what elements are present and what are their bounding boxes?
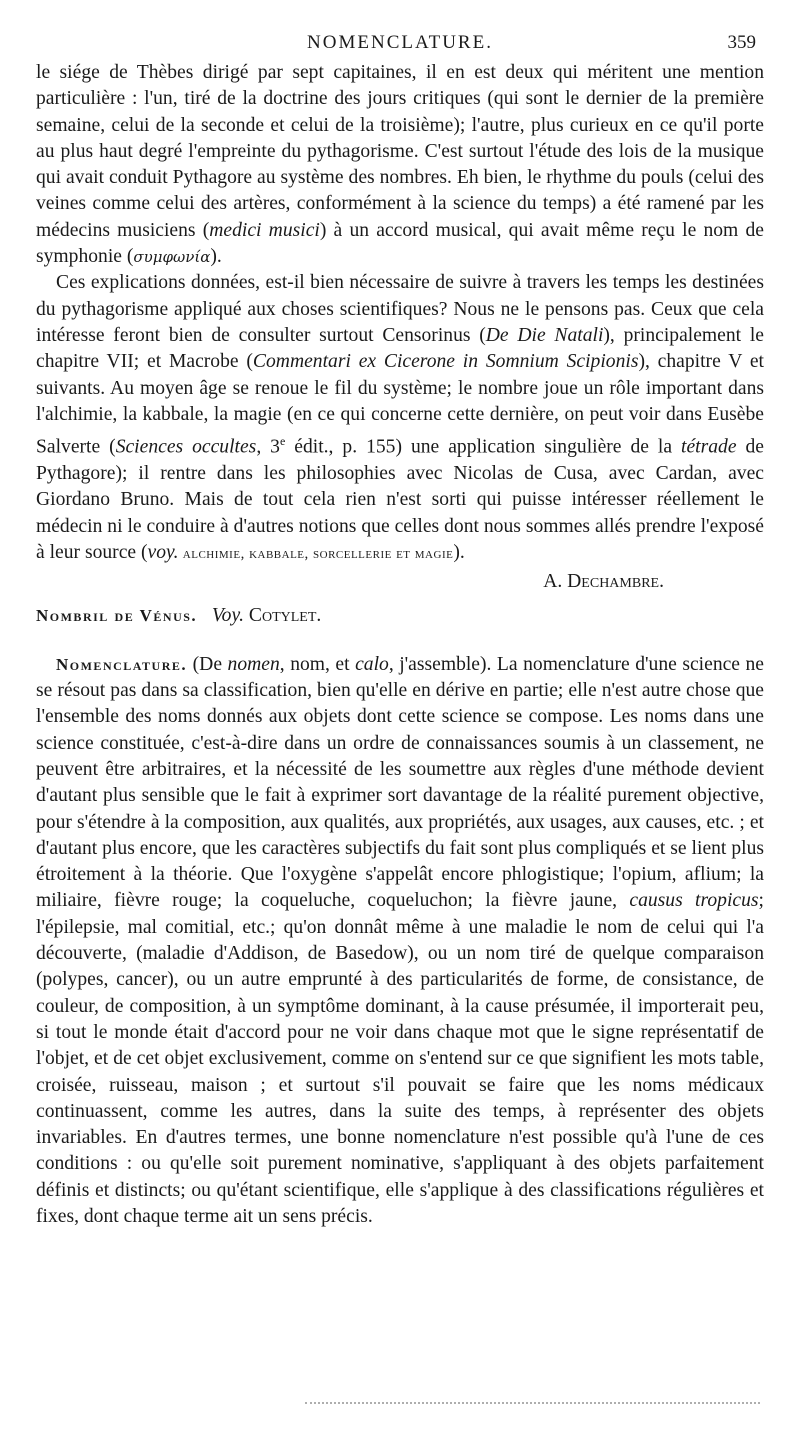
italic-term: calo xyxy=(355,653,389,675)
bleed-through-line xyxy=(305,1402,760,1406)
paragraph-explications xyxy=(36,270,764,567)
entry-nombril-de-venus xyxy=(36,603,764,629)
italic-title: Sciences occultes xyxy=(115,436,257,458)
text-run: , j'assemble). La nomenclature d'une science ne se résout pas dans sa classification, bien qu'elle en dérive en partie; elle n'est autre chose que l'ensemble des noms donnés aux objets dont cette science se compose. Les noms dans une science constituée, c'est-à-dire dans un ordre de connaissances soumis à un classement, ne peuvent être arbitraires, et la nécessité de les soumettre aux règles d'une méthode devient d'autant plus sensible que le fait à exprimer sort davantage de la réalité purement objective, pour s'étendre à la composition, aux qualités, aux propriétés, aux usages, aux causes, etc. ; et d'autant plus encore, que les caractères subjectifs du fait sont plus compliqués et se lient plus étroitement à la théorie. Que l'oxygène s'appelât encore phlogistique; l'opium, aflium; la miliaire, fièvre rouge; la coqueluche, coqueluchon; la fièvre jaune, xyxy=(36,653,764,912)
entry-nomenclature xyxy=(36,652,764,1231)
text-run: ), chapitre V et suivants. Au moyen âge se renoue le fil du système; le nombre joue un rôle important dans l'alchimie, la kabbale, la magie (en ce qui concerne cette dernière, on peut voir dans Eusèbe Salverte ( xyxy=(36,351,764,458)
italic-title: Commentari ex Cicerone in Somnium Scipionis xyxy=(252,351,639,373)
voy-abbrev: voy. xyxy=(147,541,179,563)
text-run: le siége de Thèbes dirigé par sept capitaines, il en est deux qui méritent une mention particulière : l'un, tiré de la doctrine des jours critiques (qui sont le dernier de la première semaine, celui de la seconde et celui de la troisième); l'autre, plus curieux en ce qu'il porte au plus haut degré l'empreinte du pythagorisme. C'est surtout l'étude des lois de la musique qui avait conduit Pythagore au système des nombres. Eh bien, le rhythme du pouls (celui des veines comme celui des artères, conformément à la science du temps) a été ramené par les médecins musiciens ( xyxy=(36,62,764,241)
text-run: ). xyxy=(453,541,465,563)
italic-term: medici musici xyxy=(209,219,320,241)
paragraph-pythagorism xyxy=(36,60,764,270)
text-run: édit., p. 155) une application singulière de la xyxy=(285,436,682,458)
cross-reference: Cotylet. xyxy=(248,605,322,627)
text-run: Ces explications données, est-il bien nécessaire de suivre à travers les temps les destinées du pythagorisme appliqué aux choses scientifiques? Nous ne le pensons pas. Ceux que cela intéresse feront bien de consulter surtout Censorinus ( xyxy=(36,272,764,346)
cross-references: alchimie, kabbale, sorcellerie et magie xyxy=(178,545,454,562)
author-signature: A. Dechambre. xyxy=(543,571,664,593)
italic-term: causus tropicus xyxy=(629,890,759,912)
text-run: , 3 xyxy=(256,436,280,458)
text-run: , nom, et xyxy=(279,653,356,675)
running-head xyxy=(36,32,764,56)
page-number: 359 xyxy=(727,32,756,53)
text-run: ). xyxy=(210,246,222,268)
body-text xyxy=(36,60,764,1230)
text-run: ), principalement le chapitre VII; et Macrobe ( xyxy=(36,324,764,373)
italic-term: tétrade xyxy=(681,436,737,458)
running-title: NOMENCLATURE. xyxy=(307,32,493,53)
text-run: (De xyxy=(187,653,228,675)
entry-headword: Nomenclature. xyxy=(56,654,188,674)
text-run: de Pythagore); il rentre dans les philosophies avec Nicolas de Cusa, avec Cardan, avec Giordano Bruno. Mais de tout cela rien n'est sorti qui puisse intéresser réellement le médecin ni le conduire à d'autres notions que celles dont nous sommes allés prendre l'exposé à leur source ( xyxy=(36,436,765,563)
entry-headword: Nombril de Vénus. xyxy=(36,606,198,626)
superscript: e xyxy=(279,434,286,449)
text-run: ) à un accord musical, qui avait même reçu le nom de symphonie ( xyxy=(36,219,764,268)
text-run: ; l'épilepsie, mal comitial, etc.; qu'on donnât même à une maladie le nom de celui qui l'a découverte, (maladie d'Addison, de Basedow), ou un nom tiré de quelque comparaison (polypes, cancer), ou un autre emprunté à des particularités de forme, de consistance, de couleur, de composition, à un symptôme dominant, à la cause présumée, il importerait peu, si tout le monde était d'accord pour ne voir dans chaque mot que le signe représentatif de l'objet, et de cet objet exclusivement, comme on s'entend sur ce que signifient les mots table, croisée, ruisseau, maison ; et surtout s'il pouvait se faire que les noms médicaux continuassent, comme les autres, dans la suite des temps, à représenter des objets invariables. En d'autres termes, une bonne nomenclature n'est possible qu'à l'une de ces conditions : ou qu'elle soit purement nominative, s'appliquant à des objets parfaitement définis et distincts; ou qu'étant scientifique, elle s'applique à des classifications régulières et fixes, dont chaque terme ait un sens précis. xyxy=(36,890,764,1227)
greek-term: συμφωνία xyxy=(133,248,211,267)
italic-term: nomen xyxy=(227,653,280,675)
italic-title: De Die Natali xyxy=(485,324,604,346)
voy-abbrev: Voy. xyxy=(211,605,244,627)
